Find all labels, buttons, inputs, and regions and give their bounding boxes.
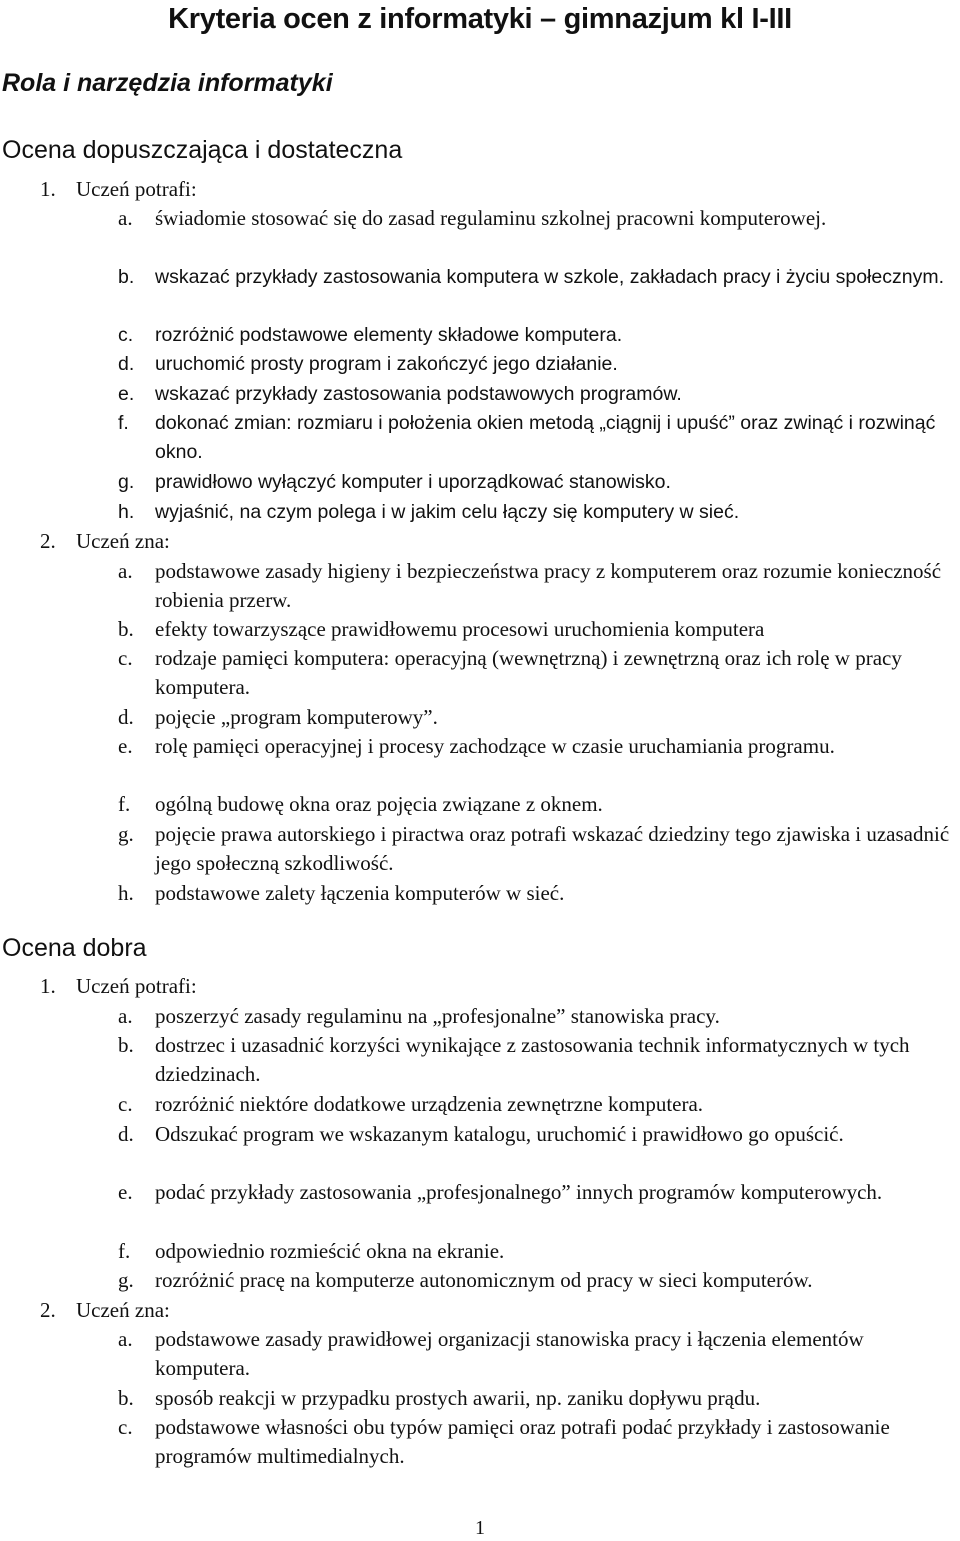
list-number: 1. [40, 177, 56, 201]
list-heading-can [40, 972, 197, 1001]
list-item [118, 1266, 958, 1295]
list-item [118, 468, 958, 497]
item-text: podać przykłady zastosowania „profesjonalnego” innych programów komputerowych. [155, 1180, 883, 1204]
item-letter: h. [118, 501, 135, 523]
item-text: pojęcie prawa autorskiego i piractwa oraz potrafi wskazać dziedziny tego zjawiska i uzasadnić jego społeczną szkodliwość. [155, 822, 950, 876]
list-item [118, 820, 958, 879]
list-label: Uczeń potrafi: [76, 177, 197, 201]
item-text: świadomie stosować się do zasad regulaminu szkolnej pracowni komputerowej. [155, 206, 827, 230]
list-item [118, 321, 958, 350]
item-letter: d. [118, 353, 135, 375]
list-item [118, 879, 958, 908]
page-number: 1 [475, 1517, 485, 1539]
list-item [118, 409, 958, 468]
grade-heading-sufficient: Ocena dopuszczająca i dostateczna [2, 136, 403, 164]
item-text: odpowiednio rozmieścić okna na ekranie. [155, 1239, 505, 1263]
item-text: rolę pamięci operacyjnej i procesy zachodzące w czasie uruchamiania programu. [155, 734, 835, 758]
list-number: 2. [40, 1298, 56, 1322]
item-letter: a. [118, 206, 133, 230]
item-text: poszerzyć zasady regulaminu na „profesjonalne” stanowiska pracy. [155, 1004, 720, 1028]
list-item [118, 1120, 958, 1149]
list-number: 1. [40, 974, 56, 998]
item-letter: g. [118, 471, 135, 493]
item-letter: g. [118, 1268, 134, 1292]
item-letter: e. [118, 383, 135, 405]
item-text: pojęcie „program komputerowy”. [155, 705, 438, 729]
item-letter: e. [118, 1180, 133, 1204]
item-letter: b. [118, 266, 135, 288]
item-letter: c. [118, 646, 133, 670]
list-item [118, 350, 958, 379]
item-letter: f. [118, 1239, 131, 1263]
item-letter: a. [118, 1327, 133, 1351]
list-item [118, 732, 958, 761]
list-number: 2. [40, 529, 56, 553]
section-heading: Rola i narzędzia informatyki [2, 69, 333, 97]
list-item [118, 644, 958, 703]
list-item [118, 1325, 958, 1384]
item-text: podstawowe zalety łączenia komputerów w sieć. [155, 881, 565, 905]
item-text: prawidłowo wyłączyć komputer i uporządkować stanowisko. [155, 471, 671, 493]
list-item [118, 703, 958, 732]
item-text: rozróżnić niektóre dodatkowe urządzenia zewnętrzne komputera. [155, 1092, 704, 1116]
item-text: podstawowe zasady prawidłowej organizacji stanowiska pracy i łączenia elementów komputera. [155, 1327, 864, 1381]
list-label: Uczeń zna: [76, 529, 170, 553]
item-text: wskazać przykłady zastosowania komputera w szkole, zakładach pracy i życiu społecznym. [155, 266, 944, 288]
item-letter: d. [118, 705, 134, 729]
list-item [118, 1031, 958, 1090]
item-letter: b. [118, 1033, 134, 1057]
item-text: podstawowe własności obu typów pamięci oraz potrafi podać przykłady i zastosowanie programów multimedialnych. [155, 1415, 890, 1469]
list-item [118, 380, 958, 409]
item-letter: d. [118, 1122, 134, 1146]
list-item [118, 204, 958, 233]
list-item [118, 790, 958, 819]
item-letter: b. [118, 617, 134, 641]
grade-heading-good: Ocena dobra [2, 934, 147, 962]
document-title: Kryteria ocen z informatyki – gimnazjum kl I-III [168, 3, 792, 35]
item-text: rozróżnić pracę na komputerze autonomicznym od pracy w sieci komputerów. [155, 1268, 813, 1292]
list-item [118, 1090, 958, 1119]
item-text: sposób reakcji w przypadku prostych awarii, np. zaniku dopływu prądu. [155, 1386, 761, 1410]
item-letter: a. [118, 1004, 133, 1028]
list-heading-knows [40, 527, 170, 556]
list-item [118, 263, 958, 292]
list-item [118, 1413, 958, 1472]
item-letter: c. [118, 324, 134, 346]
item-letter: c. [118, 1092, 133, 1116]
item-text: dostrzec i uzasadnić korzyści wynikające z zastosowania technik informatycznych w tych dziedzinach. [155, 1033, 910, 1087]
list-item [118, 1002, 958, 1031]
list-item [118, 1384, 958, 1413]
item-text: podstawowe zasady higieny i bezpieczeństwa pracy z komputerem oraz rozumie konieczność robienia przerw. [155, 559, 942, 613]
item-letter: f. [118, 412, 129, 434]
item-letter: g. [118, 822, 134, 846]
item-letter: a. [118, 559, 133, 583]
item-text: ogólną budowę okna oraz pojęcia związane z oknem. [155, 792, 603, 816]
list-item [118, 498, 958, 527]
list-heading-knows [40, 1296, 170, 1325]
item-letter: h. [118, 881, 134, 905]
item-text: uruchomić prosty program i zakończyć jego działanie. [155, 353, 618, 375]
list-item [118, 615, 958, 644]
list-label: Uczeń potrafi: [76, 974, 197, 998]
item-letter: b. [118, 1386, 134, 1410]
list-item [118, 557, 958, 616]
item-text: dokonać zmian: rozmiaru i położenia okien metodą „ciągnij i upuść” oraz zwinąć i rozwinąć okno. [155, 412, 936, 464]
list-item [118, 1178, 958, 1207]
item-text: rozróżnić podstawowe elementy składowe komputera. [155, 324, 623, 346]
item-letter: e. [118, 734, 133, 758]
item-letter: c. [118, 1415, 133, 1439]
list-label: Uczeń zna: [76, 1298, 170, 1322]
item-text: wyjaśnić, na czym polega i w jakim celu łączy się komputery w sieć. [155, 501, 740, 523]
item-text: efekty towarzyszące prawidłowemu procesowi uruchomienia komputera [155, 617, 765, 641]
list-heading-can [40, 175, 197, 204]
item-text: Odszukać program we wskazanym katalogu, uruchomić i prawidłowo go opuścić. [155, 1122, 844, 1146]
list-item [118, 1237, 958, 1266]
item-letter: f. [118, 792, 131, 816]
item-text: wskazać przykłady zastosowania podstawowych programów. [155, 383, 682, 405]
item-text: rodzaje pamięci komputera: operacyjną (wewnętrzną) i zewnętrzną oraz ich rolę w pracy komputera. [155, 646, 902, 700]
